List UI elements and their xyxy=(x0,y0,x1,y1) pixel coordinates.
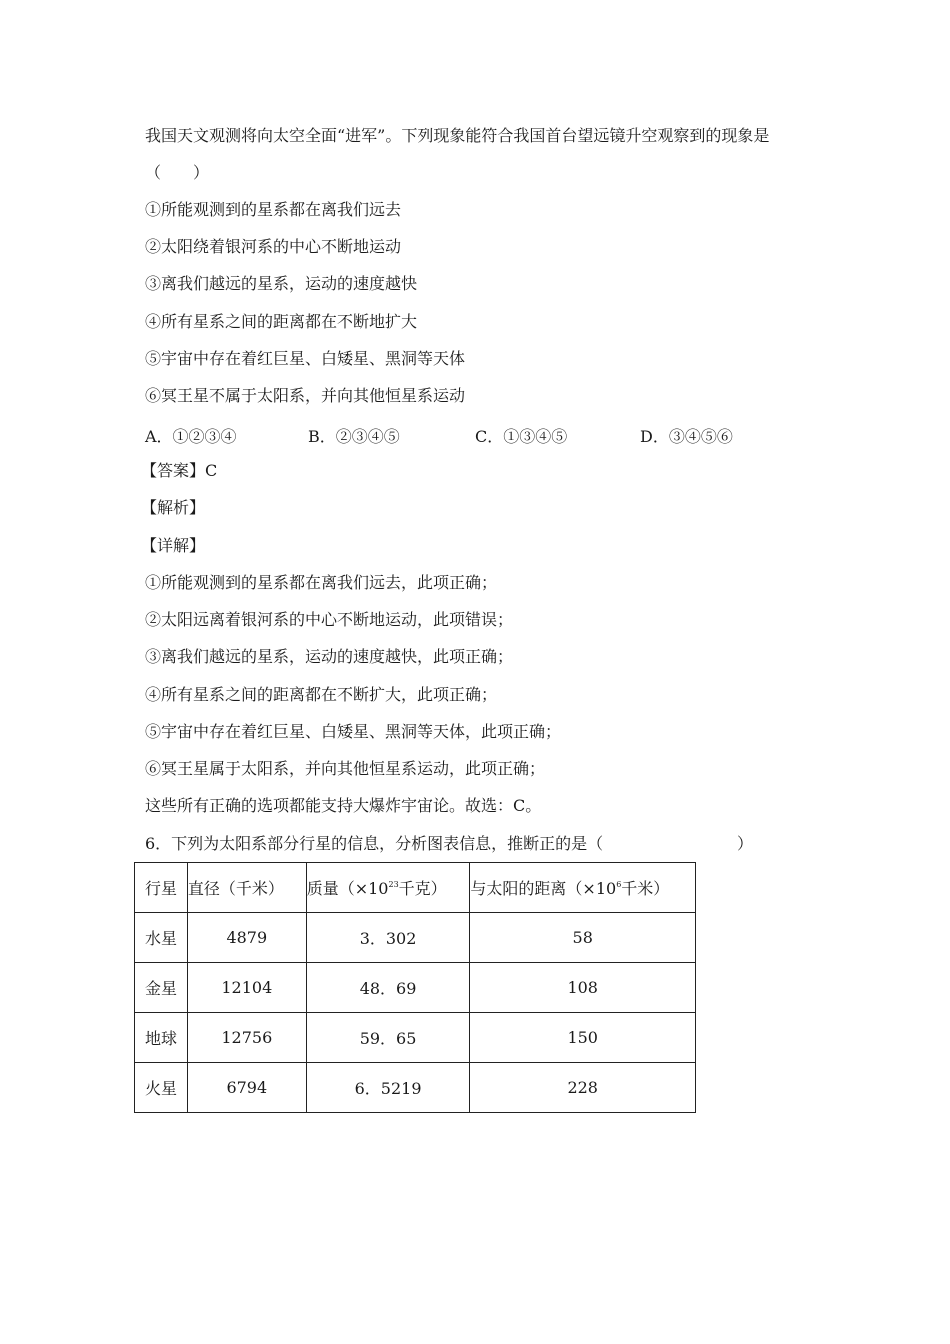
statement-4: ④所有星系之间的距离都在不断地扩大 xyxy=(145,312,418,331)
cell-distance: 108 xyxy=(470,963,696,1013)
cell-mass: 3．302 xyxy=(306,913,470,963)
statement-3: ③离我们越远的星系，运动的速度越快 xyxy=(145,274,418,293)
question-stem: 我国天文观测将向太空全面“进军”。下列现象能符合我国首台望远镜升空观察到的现象是 xyxy=(145,126,770,145)
cell-distance: 228 xyxy=(470,1063,696,1113)
header-planet: 行星 xyxy=(135,863,188,913)
detail-2: ②太阳远离着银河系的中心不断地运动，此项错误； xyxy=(145,610,514,629)
statement-6: ⑥冥王星不属于太阳系，并向其他恒星系运动 xyxy=(145,386,466,405)
option-c: C．①③④⑤ xyxy=(475,427,568,446)
table-row xyxy=(135,913,696,963)
cell-planet: 地球 xyxy=(135,1013,188,1063)
cell-diameter: 4879 xyxy=(187,913,306,963)
planet-info-table xyxy=(134,862,696,1113)
cell-diameter: 6794 xyxy=(187,1063,306,1113)
choice-options xyxy=(145,424,785,444)
option-b: B．②③④⑤ xyxy=(308,427,400,446)
table-row xyxy=(135,1013,696,1063)
question-stem: 6．下列为太阳系部分行星的信息，分析图表信息，推断正的是（ xyxy=(145,834,604,853)
stem-close-paren: ） xyxy=(737,834,754,853)
cell-planet: 金星 xyxy=(135,963,188,1013)
detail-6: ⑥冥王星属于太阳系，并向其他恒星系运动，此项正确； xyxy=(145,759,546,778)
detail-5: ⑤宇宙中存在着红巨星、白矮星、黑洞等天体，此项正确； xyxy=(145,722,562,741)
table-row xyxy=(135,1063,696,1113)
answer-blank: （ ） xyxy=(145,163,210,182)
cell-diameter: 12104 xyxy=(187,963,306,1013)
detail-heading: 【详解】 xyxy=(141,536,206,555)
cell-mass: 6．5219 xyxy=(306,1063,470,1113)
option-a: A．①②③④ xyxy=(145,427,237,446)
statement-5: ⑤宇宙中存在着红巨星、白矮星、黑洞等天体 xyxy=(145,349,466,368)
cell-mass: 48．69 xyxy=(306,963,470,1013)
cell-distance: 150 xyxy=(470,1013,696,1063)
answer-line: 【答案】C xyxy=(141,461,218,480)
cell-diameter: 12756 xyxy=(187,1013,306,1063)
header-distance: 与太阳的距离（$\times 10^6$千米） xyxy=(470,863,696,913)
statement-1: ①所能观测到的星系都在离我们远去 xyxy=(145,200,402,219)
table-header-row xyxy=(135,863,696,913)
table-row xyxy=(135,963,696,1013)
option-d: D．③④⑤⑥ xyxy=(640,427,733,446)
cell-planet: 水星 xyxy=(135,913,188,963)
detail-1: ①所能观测到的星系都在离我们远去，此项正确； xyxy=(145,573,498,592)
detail-3: ③离我们越远的星系，运动的速度越快，此项正确； xyxy=(145,647,514,666)
statement-2: ②太阳绕着银河系的中心不断地运动 xyxy=(145,237,402,256)
header-diameter: 直径（千米） xyxy=(187,863,306,913)
cell-distance: 58 xyxy=(470,913,696,963)
cell-planet: 火星 xyxy=(135,1063,188,1113)
detail-4: ④所有星系之间的距离都在不断扩大，此项正确； xyxy=(145,685,498,704)
cell-mass: 59．65 xyxy=(306,1013,470,1063)
analysis-heading: 【解析】 xyxy=(141,498,206,517)
header-mass: 质量（$\times 10^{23}$千克） xyxy=(306,863,470,913)
conclusion: 这些所有正确的选项都能支持大爆炸宇宙论。故选：C。 xyxy=(145,796,542,815)
